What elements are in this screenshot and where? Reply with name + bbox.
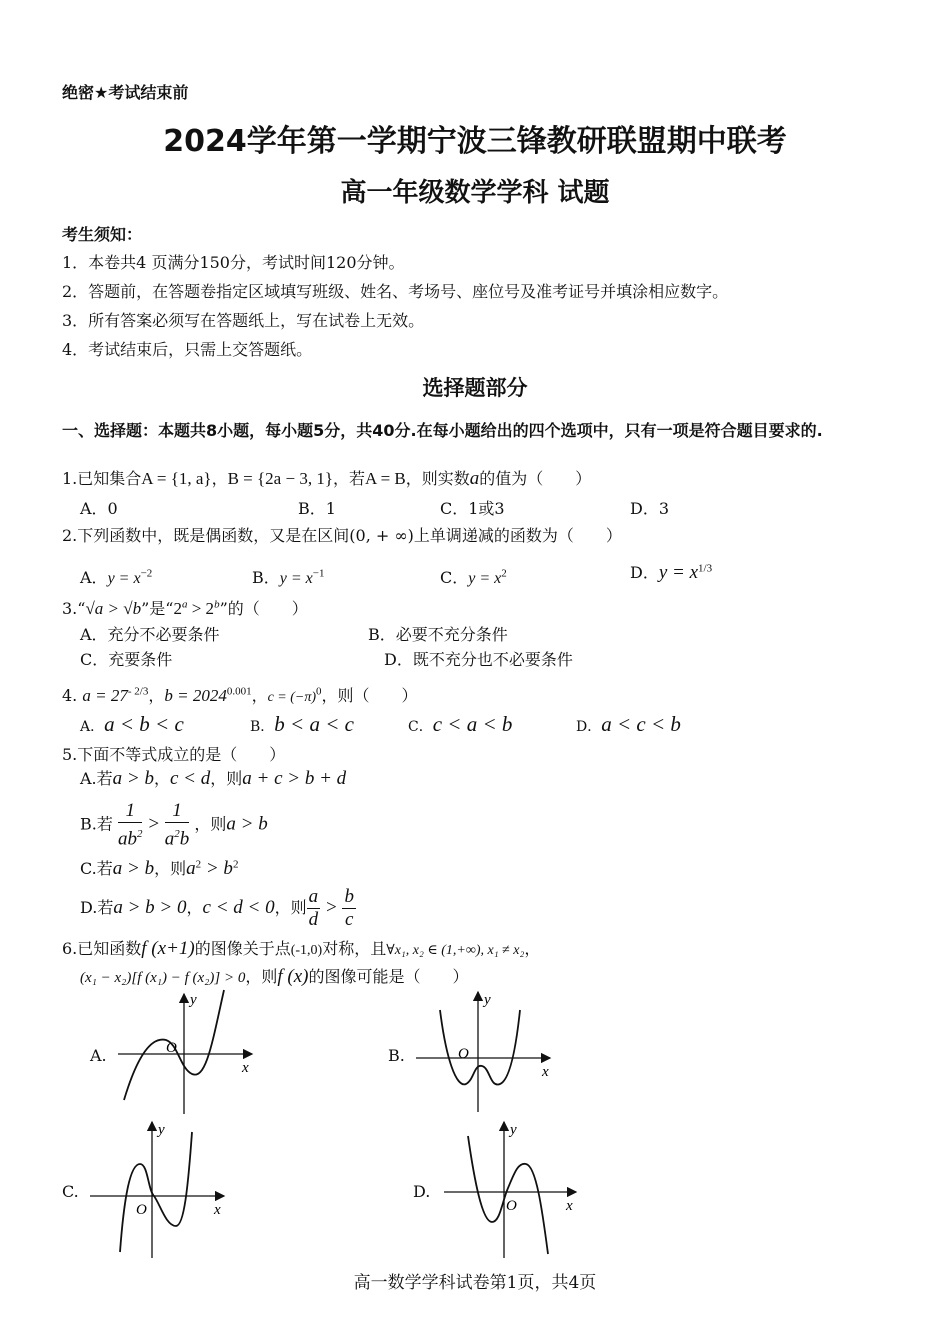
q6-line2: (x₁ − x₂)[f (x₁) − f (x₂)] > 0	[80, 970, 246, 986]
q6-end1: ，	[524, 939, 541, 958]
q2-a-expr: y = x	[107, 570, 141, 587]
q4-option-d[interactable]	[576, 712, 681, 737]
q6-then: ，则	[245, 967, 278, 986]
question-6	[62, 936, 540, 960]
q6-end: 的图像可能是（ ）	[308, 967, 469, 986]
q5d-n2: b	[344, 886, 354, 907]
q1-option-b[interactable]: B．1	[298, 499, 336, 518]
q4-b: b = 2024	[164, 686, 227, 705]
notice-item: 3．所有答案必须写在答题纸上，写在试卷上无效。	[62, 311, 425, 330]
graph-b-y-label: y	[484, 992, 491, 1008]
q1-lead: 1.已知集合	[62, 469, 142, 488]
q6-option-c[interactable]: C.	[62, 1182, 79, 1201]
question-4: 4. $a = 27^{- 2/3}$，$b = 2024^{0.001}$，$c = (-\pi)^0$，则（ ）	[62, 685, 418, 705]
exam-title: 2024学年第一学期宁波三锋教研联盟期中联考	[163, 124, 787, 159]
q6-fx: f (x)	[277, 966, 309, 987]
q5b-frac2	[165, 800, 190, 850]
q4-d-label: D．	[576, 719, 602, 735]
q6-mid2: 对称，且	[322, 939, 387, 958]
q2-a-exp: −2	[140, 567, 153, 580]
q2-d-expr: y = x	[658, 562, 699, 583]
q5-option-b[interactable]	[80, 800, 268, 850]
q2-option-a[interactable]	[80, 565, 152, 588]
graph-b-x-label: x	[542, 1064, 549, 1080]
q5-option-c[interactable]	[80, 856, 238, 880]
q5c-e1: 2	[195, 858, 202, 871]
graph-a-y-label: y	[190, 992, 197, 1008]
q4-c-exp: 0	[316, 685, 322, 698]
q3-cond2: 2	[173, 599, 182, 618]
q6-lead: 6.已知函数	[62, 939, 142, 958]
q5-option-a[interactable]	[80, 766, 346, 790]
q3-option-b[interactable]: B．必要不充分条件	[368, 625, 508, 644]
q5d-d1: d	[308, 909, 319, 930]
q5b-d2b: b	[179, 828, 190, 850]
q5d-sep: ，	[186, 898, 203, 917]
q5b-pre: B.若	[80, 814, 113, 834]
q1-set-a: A = {1, a}	[141, 469, 212, 488]
q5d-c1: a > b > 0	[113, 897, 187, 918]
q4-a: a = 27	[82, 686, 128, 705]
q5d-d2: c	[344, 909, 354, 930]
q4-c-label: C．	[408, 719, 433, 735]
part-heading: 一、选择题：本题共8小题，每小题5分，共40分.在每小题给出的四个选项中，只有一项是符合题目要求的.	[62, 421, 823, 440]
q1-mid: ，若	[332, 469, 365, 488]
graph-c-origin: O	[136, 1202, 147, 1218]
graph-b	[408, 988, 568, 1118]
graph-d-origin: O	[506, 1198, 517, 1214]
notice-item: 4．考试结束后，只需上交答题纸。	[62, 340, 313, 359]
graph-b-origin: O	[458, 1046, 469, 1062]
q5b-frac1	[118, 800, 143, 850]
q5b-d2e: 2	[174, 828, 180, 840]
q6-point: (-1,0)	[290, 943, 323, 958]
q4-b-expr: b < a < c	[274, 712, 354, 736]
q3-cond2-mid: > 2	[187, 599, 215, 618]
q3-cond2-exp-a: a	[181, 598, 188, 611]
q3-end: ”的（ ）	[219, 599, 308, 618]
q1-comma: ，	[211, 469, 228, 488]
q2-c-exp: 2	[501, 567, 507, 580]
graph-d	[438, 1118, 588, 1262]
section-title: 选择题部分	[422, 376, 528, 400]
q1-var: a	[469, 468, 480, 489]
q5c-pre: C.若	[80, 859, 113, 878]
q6-mid: 的图像关于点	[194, 939, 291, 958]
q2-option-c[interactable]	[440, 565, 507, 588]
q2-d-label: D．	[630, 563, 659, 582]
graph-a	[110, 988, 270, 1118]
q5a-pre: A.若	[80, 769, 113, 788]
graph-a-x-label: x	[242, 1060, 249, 1076]
q5b-n2: 1	[165, 800, 190, 823]
q5b-d1e: 2	[136, 828, 143, 840]
q3-lead: 3.“	[62, 599, 86, 618]
graph-c-x-label: x	[214, 1202, 221, 1218]
q4-option-a[interactable]	[80, 712, 184, 737]
q5a-res: a + c > b + d	[242, 768, 347, 789]
graph-b-curve	[440, 1010, 520, 1085]
graph-a-origin: O	[166, 1040, 177, 1056]
notice-item: 2．答题前，在答题卷指定区域填写班级、姓名、考场号、座位号及准考证号并填涂相应数字。	[62, 282, 729, 301]
q1-option-d[interactable]: D．3	[630, 499, 670, 518]
q2-option-d[interactable]	[630, 560, 712, 584]
q6-option-b[interactable]: B.	[388, 1046, 405, 1065]
q1-tail: ，则实数	[405, 469, 470, 488]
q5b-res: a > b	[226, 813, 268, 835]
question-6-line2	[80, 964, 469, 988]
q3-mid: ”是“	[141, 599, 174, 618]
q6-option-d[interactable]: D.	[413, 1182, 431, 1201]
q2-b-exp: −1	[312, 567, 325, 580]
q4-a-label: A．	[80, 719, 105, 735]
graph-c-curve	[120, 1132, 192, 1252]
q5d-frac2	[342, 886, 356, 931]
q4-option-b[interactable]	[250, 712, 354, 737]
q5b-d2: a	[164, 828, 175, 850]
q1-option-c[interactable]: C．1或3	[440, 499, 505, 518]
question-2: 2.下列函数中，既是偶函数，又是在区间(0, + ∞)上单调递减的函数为（ ）	[62, 526, 622, 545]
q6-f: f (x+1)	[141, 938, 195, 959]
q5d-n1: a	[308, 886, 319, 907]
q5b-n1: 1	[118, 800, 143, 823]
q3-option-c[interactable]: C．充要条件	[80, 650, 173, 669]
q2-d-exp: 1/3	[698, 562, 713, 575]
q4-c: c = (−π)	[267, 690, 317, 705]
q2-a-label: A．	[80, 568, 108, 587]
q1-set-b: B = {2a − 3, 1}	[227, 469, 333, 488]
q2-b-label: B．	[252, 568, 280, 587]
question-5: 5.下面不等式成立的是（ ）	[62, 745, 286, 764]
q5d-pre: D.若	[80, 898, 114, 917]
notice-item: 1．本卷共4 页满分150分，考试时间120分钟。	[62, 253, 405, 272]
q5d-then: ，则	[274, 898, 307, 917]
q1-option-a[interactable]: A．0	[80, 499, 118, 518]
q1-cond: A = B	[365, 469, 406, 488]
q5b-then: ，则	[194, 814, 227, 834]
q4-b-label: B．	[250, 719, 275, 735]
secret-label: 绝密★考试结束前	[62, 83, 189, 102]
notice-heading: 考生须知：	[62, 225, 143, 244]
q5a-sep: ，	[153, 769, 170, 788]
q5a-then: ，则	[210, 769, 243, 788]
q5b-d1: ab	[117, 828, 137, 850]
q6-option-a[interactable]: A.	[90, 1046, 107, 1065]
q4-end: ，则（ ）	[321, 686, 418, 705]
q5-option-d[interactable]	[80, 886, 356, 931]
graph-c	[84, 1118, 234, 1262]
page-footer: 高一数学学科试卷第1页，共4页	[353, 1273, 597, 1293]
question-3	[62, 596, 308, 619]
q4-c-expr: c < a < b	[432, 712, 513, 736]
q5c-res2: > b	[201, 858, 233, 879]
graph-d-curve	[468, 1136, 548, 1254]
q1-end: 的值为（ ）	[479, 469, 592, 488]
q5b-gt: >	[142, 813, 165, 835]
q2-c-expr: y = x	[468, 570, 502, 587]
q3-option-a[interactable]: A．充分不必要条件	[80, 625, 220, 644]
exam-subtitle: 高一年级数学学科 试题	[340, 178, 610, 208]
q5c-res: a	[186, 858, 196, 879]
q4-a-expr: a < b < c	[104, 712, 184, 736]
q2-b-expr: y = x	[279, 570, 313, 587]
graph-d-x-label: x	[566, 1198, 573, 1214]
q3-cond2-exp-b: b	[214, 598, 220, 611]
q5c-then: ，则	[154, 859, 187, 878]
question-1	[62, 466, 591, 490]
q5c-c1: a > b	[112, 858, 155, 879]
q4-a-exp: - 2/3	[127, 685, 149, 698]
q5d-gt: >	[320, 897, 343, 918]
q3-cond1: √a > √b	[85, 599, 142, 618]
q6-cond: ∀x₁, x₂ ∈ (1,+∞), x₁ ≠ x₂	[386, 943, 525, 958]
q4-option-c[interactable]	[408, 712, 512, 737]
q4-b-exp: 0.001	[226, 685, 252, 698]
q5a-c2: c < d	[170, 768, 211, 789]
q5c-e2: 2	[232, 858, 239, 871]
q5a-c1: a > b	[112, 768, 154, 789]
q2-option-b[interactable]	[252, 565, 324, 588]
q3-option-d[interactable]: D．既不充分也不必要条件	[384, 650, 573, 669]
q5d-frac1	[307, 886, 321, 931]
graph-d-y-label: y	[510, 1122, 517, 1138]
q5d-c2: c < d < 0	[202, 897, 275, 918]
graph-c-y-label: y	[158, 1122, 165, 1138]
q2-c-label: C．	[440, 568, 469, 587]
q4-d-expr: a < c < b	[601, 712, 681, 736]
